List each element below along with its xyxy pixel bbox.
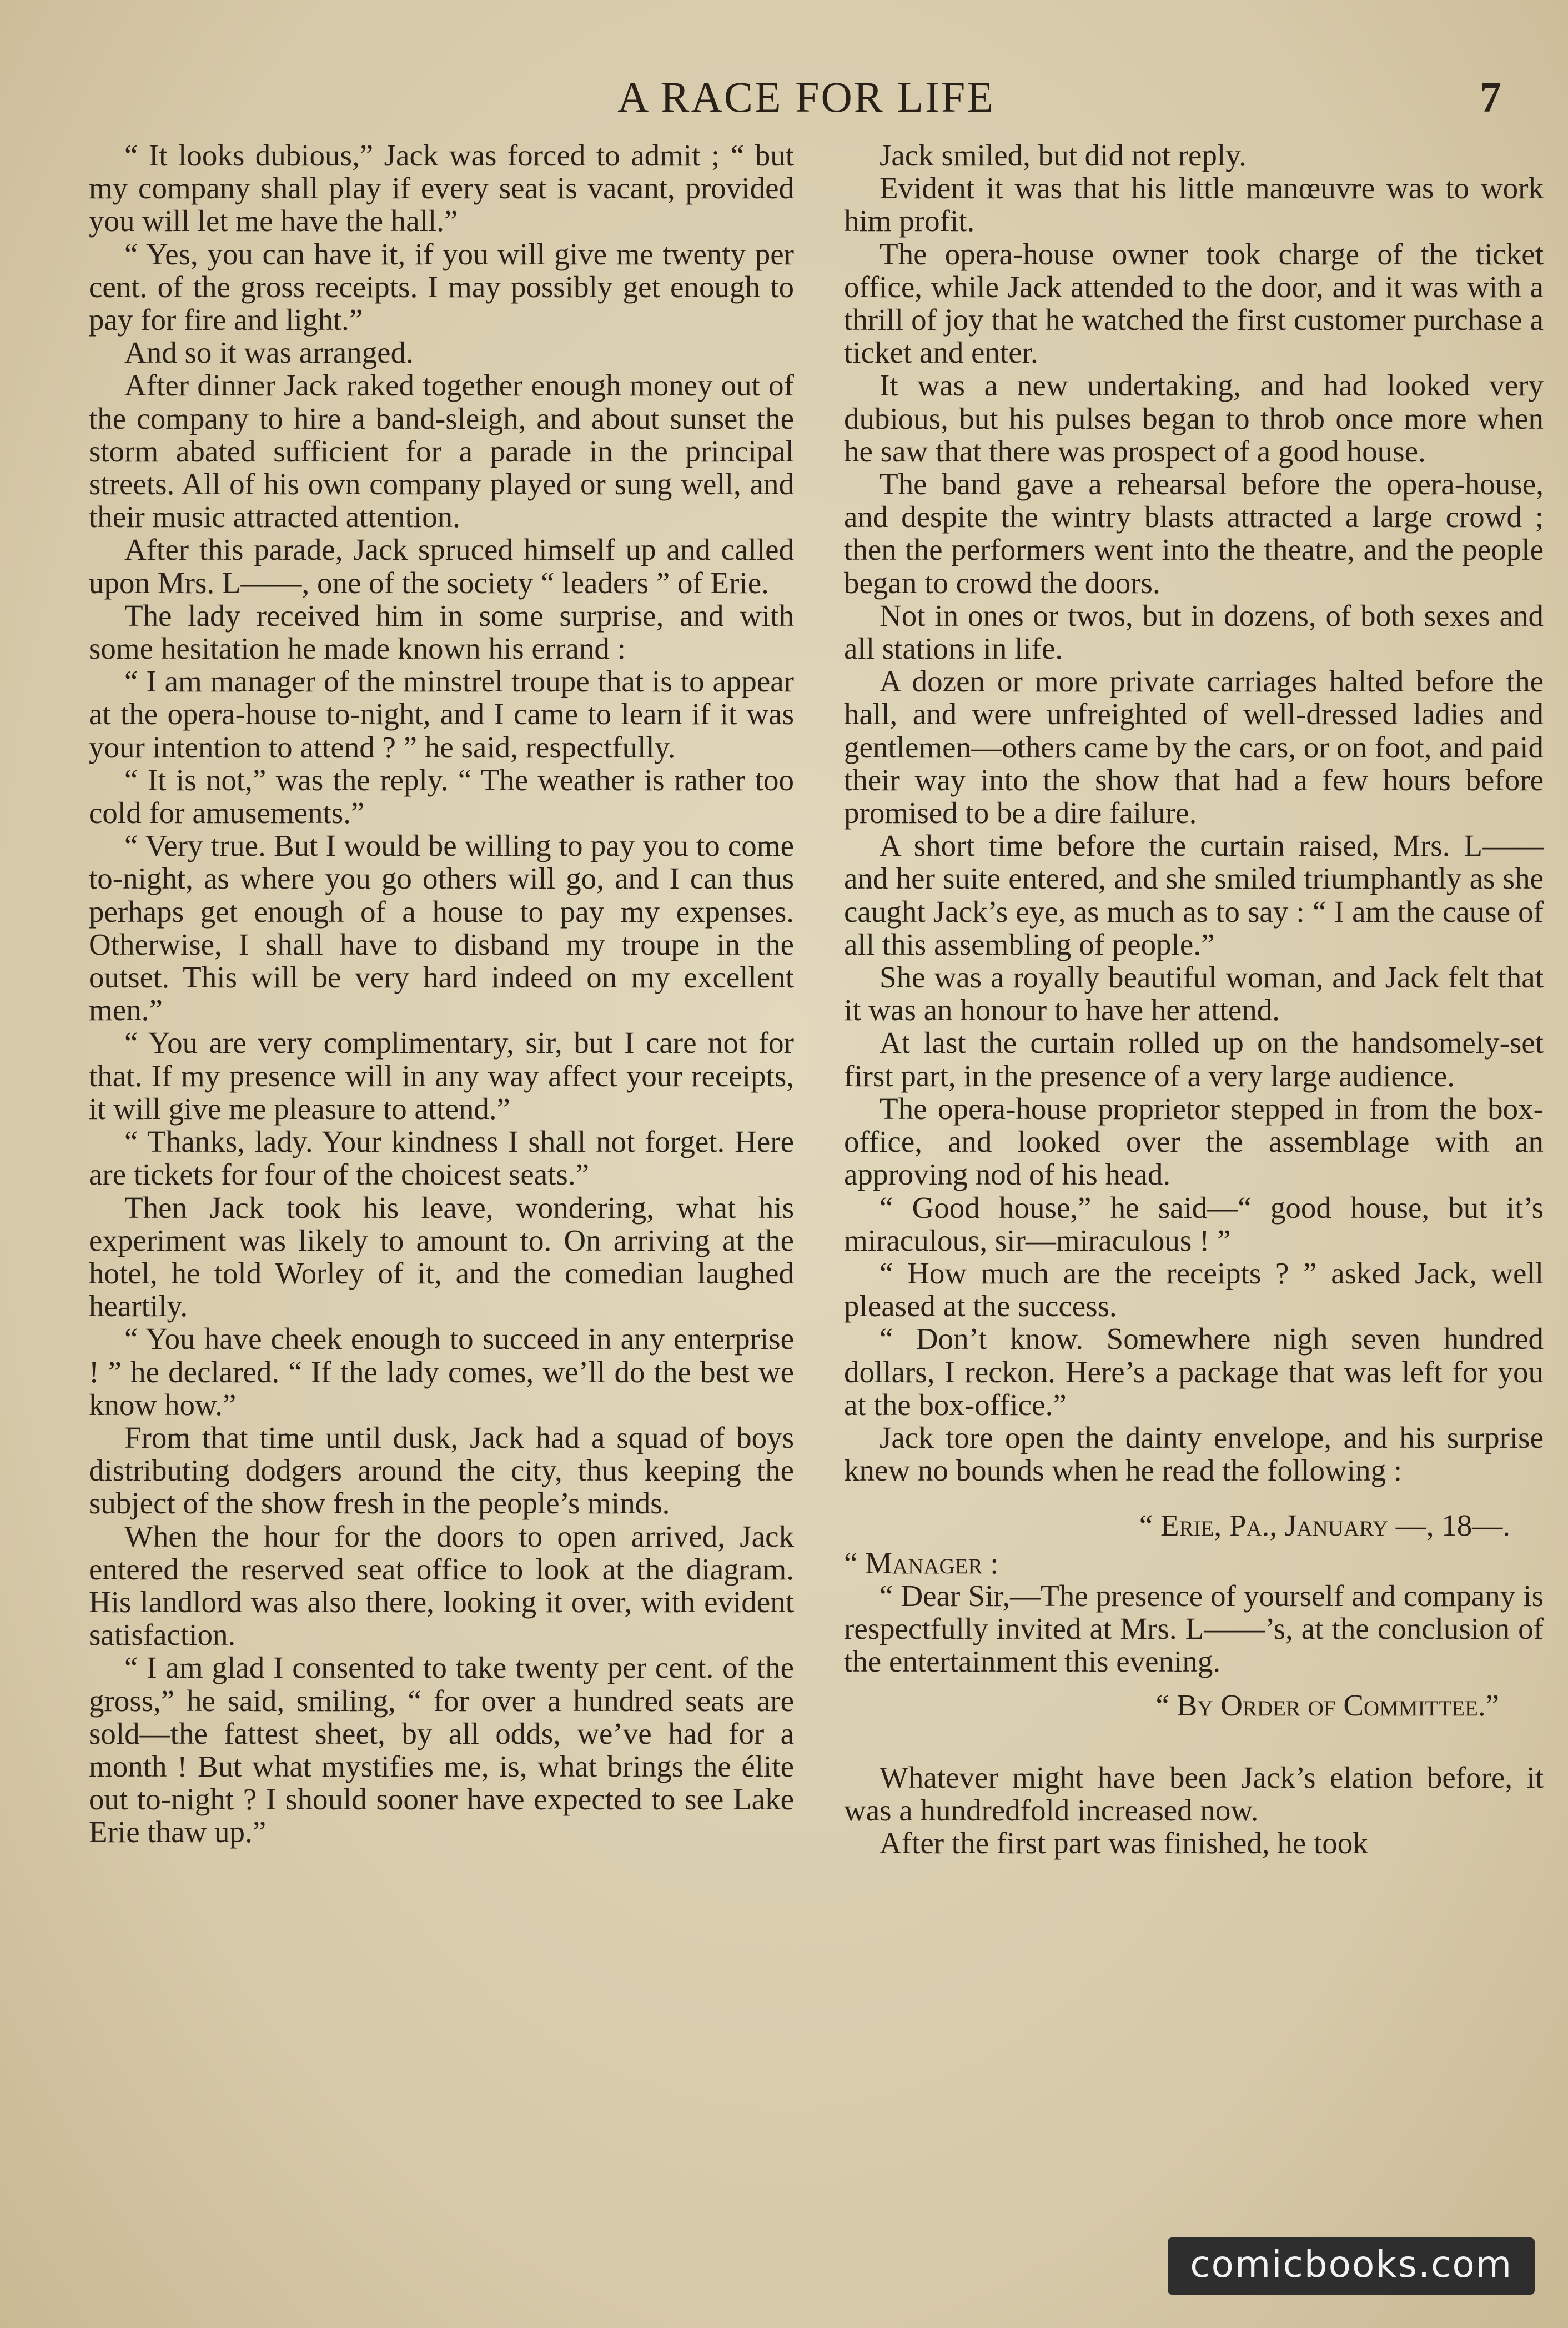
page-header [89,72,1524,133]
paragraph: “ It looks dubious,” Jack was forced to admit ; “ but my company shall play if every seat is vacant, provided you will let me have the hall.” [89,138,794,238]
letter-body: “ Dear Sir,—The presence of yourself and company is respectfully invited at Mrs. L——’s, at the conclusion of the entertainment this evening. [844,1578,1544,1679]
paragraph: The opera-house owner took charge of the ticket office, while Jack attended to the door, and it was with a thrill of joy that he watched the first customer purchase a ticket and enter. [844,237,1544,370]
paragraph: She was a royally beautiful woman, and Jack felt that it was an honour to have her attend. [844,960,1544,1027]
paragraph: After dinner Jack raked together enough money out of the company to hire a band-sleigh, and about sunset the storm abated sufficient for a parade in the principal streets. All of his own company played or sung well, and their music attracted attention. [89,368,794,534]
paragraph: The opera-house proprietor stepped in from the box-office, and looked over the assemblage with an approving nod of his head. [844,1091,1544,1192]
paragraph: “ I am glad I consented to take twenty per cent. of the gross,” he said, smiling, “ for over a hundred seats are sold—the fattest sheet, by all odds, we’ve had for a month ! But what mystifies me, is, what brings the élite out to-night ? I should sooner have expected to see Lake Erie thaw up.” [89,1650,794,1849]
left-column [89,139,794,1849]
paragraph: It was a new undertaking, and had looked very dubious, but his pulses began to throb once more when he saw that there was prospect of a good house. [844,368,1544,468]
paragraph: And so it was arranged. [124,335,414,370]
paragraph: “ Thanks, lady. Your kindness I shall not forget. Here are tickets for four of the choicest seats.” [89,1125,794,1192]
letter-signature: “ By Order of Committee.” [1155,1688,1499,1723]
paragraph: “ Good house,” he said—“ good house, but it’s miraculous, sir—miraculous ! ” [844,1190,1544,1257]
paragraph: A dozen or more private carriages halted before the hall, and were unfreighted of well-dressed ladies and gentlemen—others came by the cars, or on foot, and paid their way into the show that had a few hours before promised to be a dire failure. [844,664,1544,830]
paragraph: “ I am manager of the minstrel troupe that is to appear at the opera-house to-night, and I came to learn if it was your intention to attend ? ” he said, respectfully. [89,664,794,764]
paragraph: “ It is not,” was the reply. “ The weather is rather too cold for amusements.” [89,762,794,830]
paragraph: “ You have cheek enough to succeed in any enterprise ! ” he declared. “ If the lady comes, we’ll do the best we know how.” [89,1322,794,1422]
paragraph: “ Very true. But I would be willing to pay you to come to-night, as where you go others will go, and I can thus perhaps get enough of a house to pay my expenses. Otherwise, I shall have to disband my troupe in the outset. This will be very hard indeed on my excellent men.” [89,829,794,1027]
paragraph: After the first part was finished, he took [880,1825,1368,1860]
paragraph: “ Yes, you can have it, if you will give me twenty per cent. of the gross receipts. I may possibly get enough to pay for fire and light.” [89,237,794,337]
running-title: A RACE FOR LIFE [617,73,995,121]
paragraph: “ You are very complimentary, sir, but I care not for that. If my presence will in any way affect your receipts, it will give me pleasure to attend.” [89,1026,794,1126]
letter-date: “ Erie, Pa., January —, 18—. [1139,1508,1510,1543]
paragraph: The band gave a rehearsal before the opera-house, and despite the wintry blasts attracted a large crowd ; then the performers went into the theatre, and the people began to crowd the doors. [844,467,1544,600]
paragraph: The lady received him in some surprise, and with some hesitation he made known his errand : [89,598,794,666]
paragraph: From that time until dusk, Jack had a squad of boys distributing dodgers around the city, thus keeping the subject of the show fresh in the people’s minds. [89,1420,794,1521]
paragraph: Whatever might have been Jack’s elation before, it was a hundredfold increased now. [844,1760,1544,1827]
paragraph: Jack tore open the dainty envelope, and his surprise knew no bounds when he read the following : [844,1420,1544,1488]
paragraph: Evident it was that his little manœuvre was to work him profit. [844,171,1544,238]
paragraph: Jack smiled, but did not reply. [880,138,1247,172]
paragraph: Not in ones or twos, but in dozens, of both sexes and all stations in life. [844,598,1544,666]
paragraph: After this parade, Jack spruced himself up and called upon Mrs. L——, one of the society “ leaders ” of Erie. [89,533,794,600]
page-number: 7 [1480,73,1501,121]
paragraph: At last the curtain rolled up on the handsomely-set first part, in the presence of a very large audience. [844,1026,1544,1093]
paragraph: Then Jack took his leave, wondering, what his experiment was likely to amount to. On arriving at the hotel, he told Worley of it, and the comedian laughed heartily. [89,1190,794,1323]
paragraph: A short time before the curtain raised, Mrs. L—— and her suite entered, and she smiled triumphantly as she caught Jack’s eye, as much as to say : “ I am the cause of all this assembling of people.” [844,829,1544,961]
letter-salutation: “ Manager : [844,1546,999,1580]
paragraph: “ Don’t know. Somewhere nigh seven hundred dollars, I reckon. Here’s a package that was left for you at the box-office.” [844,1322,1544,1422]
paragraph: When the hour for the doors to open arrived, Jack entered the reserved seat office to look at the diagram. His landlord was also there, looking it over, with evident satisfaction. [89,1519,794,1652]
right-column [844,139,1544,1859]
paragraph: “ How much are the receipts ? ” asked Jack, well pleased at the success. [844,1256,1544,1323]
watermark-badge: comicbooks.com [1168,2237,1535,2295]
